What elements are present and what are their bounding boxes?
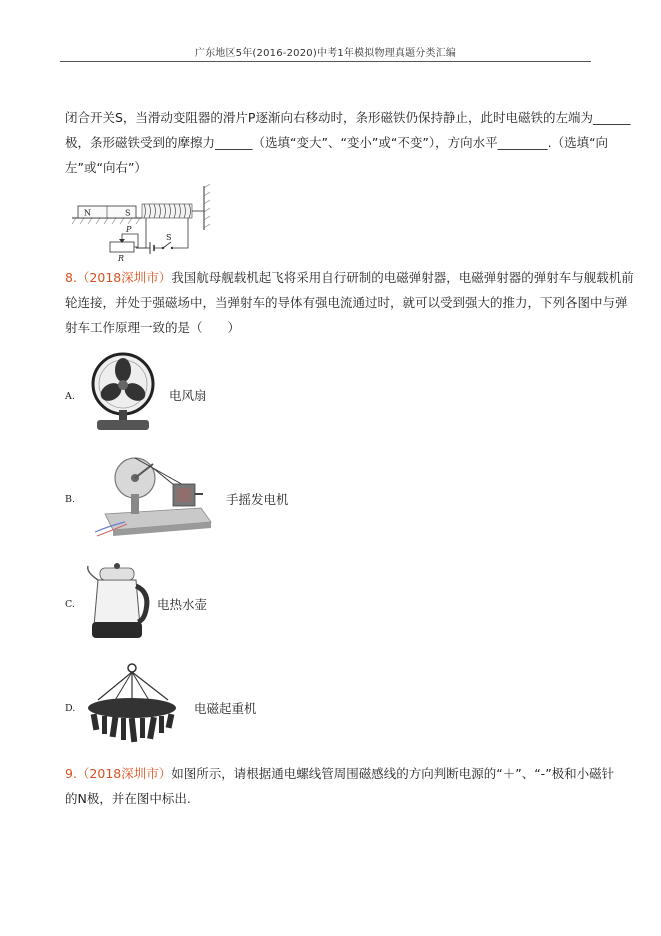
question-9-line-1 [65, 761, 615, 786]
electric-kettle-image [84, 558, 154, 643]
question-9-text [65, 761, 615, 811]
question-8-text [65, 265, 634, 340]
electric-fan-image [83, 350, 163, 435]
option-c-label: 电热水壶 [157, 597, 208, 612]
question-8-line-3: 射车工作原理一致的是（ ） [65, 320, 241, 335]
option-b-label: 手摇发电机 [226, 492, 289, 507]
page-header: 广东地区5年(2016-2020)中考1年模拟物理真题分类汇编 [194, 48, 457, 59]
rheostat-r-label: R [118, 254, 125, 262]
question-7-text [65, 105, 631, 180]
question-9-line-1-text: 如图所示，请根据通电螺线管周围磁感线的方向判断电源的“＋”、“-”极和小磁针 [171, 766, 615, 781]
option-b-letter: B. [65, 494, 76, 505]
option-a-letter: A. [65, 391, 75, 402]
magnet-n-label: N [84, 208, 91, 218]
header-divider [60, 61, 591, 62]
hand-crank-generator-image [93, 450, 218, 545]
electromagnet-circuit-figure [70, 182, 220, 262]
question-9-line-2: 的N极，并在图中标出. [65, 791, 191, 806]
question-8-line-1 [65, 265, 634, 290]
option-d-label: 电磁起重机 [194, 701, 257, 716]
slider-p-label: P [126, 225, 132, 234]
option-c-letter: C. [65, 599, 75, 610]
question-7-line-3: 左”或“向右”） [65, 160, 147, 175]
question-8-number: 8.（2018深圳市） [65, 270, 172, 285]
switch-s-label: S [166, 233, 172, 242]
option-a-label: 电风扇 [169, 388, 207, 403]
question-7-line-2: 极，条形磁铁受到的摩擦力______（选填“变大”、“变小”或“不变”），方向水平________.（选填“向 [65, 135, 609, 150]
question-8-line-1-text: 我国航母舰载机起飞将采用自行研制的电磁弹射器，电磁弹射器的弹射车与舰载机前 [171, 270, 634, 285]
option-d-letter: D. [65, 703, 76, 714]
question-8-line-2: 轮连接，并处于强磁场中，当弹射车的导体有强电流通过时，就可以受到强大的推力，下列各图中与弹 [65, 295, 628, 310]
magnet-s-label: S [125, 208, 131, 218]
electromagnetic-crane-image [84, 662, 184, 752]
question-7-line-1: 闭合开关S，当滑动变阻器的滑片P逐渐向右移动时，条形磁铁仍保持静止，此时电磁铁的左端为______ [65, 110, 631, 125]
question-9-number: 9.（2018深圳市） [65, 766, 172, 781]
